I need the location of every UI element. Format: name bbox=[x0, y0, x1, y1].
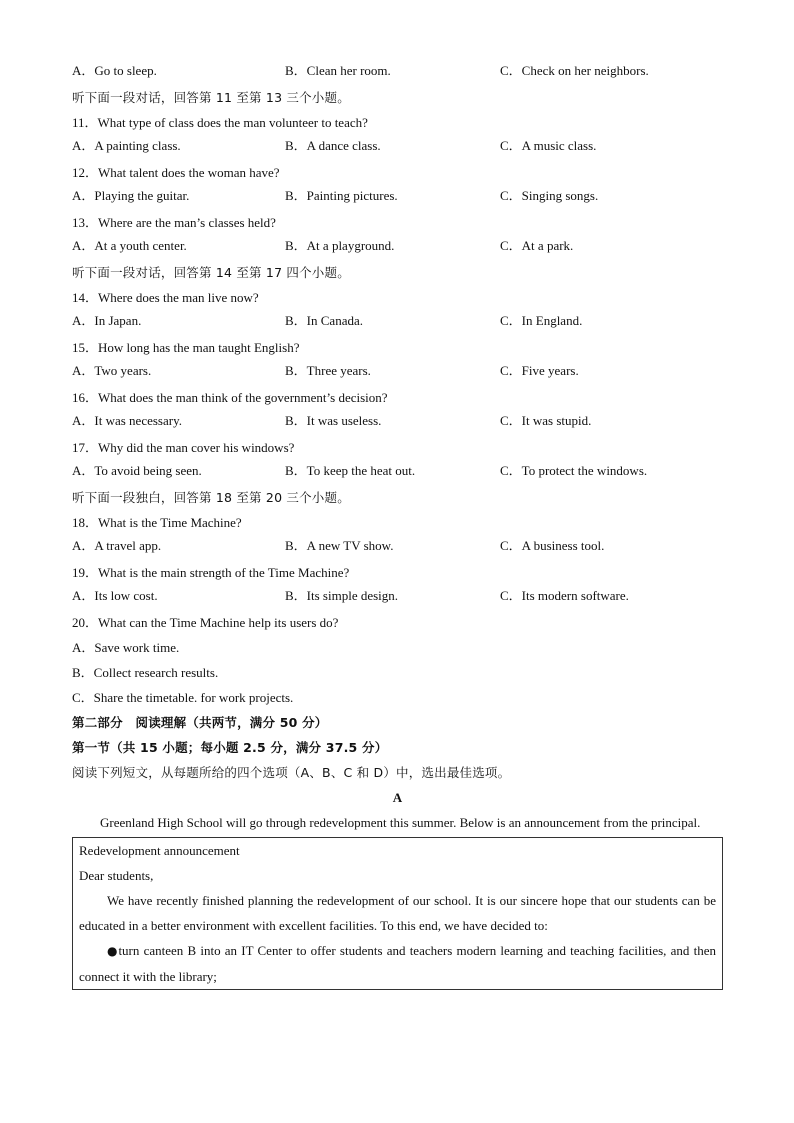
q11-option-c: C．A music class. bbox=[500, 138, 597, 153]
q20-option-c: C．Share the timetable. for work projects. bbox=[72, 690, 294, 705]
question-17: 17．Why did the man cover his windows? bbox=[72, 440, 295, 455]
q14-option-a: A．In Japan. bbox=[72, 313, 142, 328]
q14-option-b: B．In Canada. bbox=[285, 313, 363, 328]
q18-option-c: C．A business tool. bbox=[500, 538, 605, 553]
question-19: 19．What is the main strength of the Time Machine? bbox=[72, 565, 350, 580]
question-18: 18．What is the Time Machine? bbox=[72, 515, 242, 530]
announcement-bullet-text: turn canteen B into an IT Center to offer students and teachers modern learning and teaching facilities, and then connect it with the library; bbox=[79, 943, 716, 984]
q17-options bbox=[72, 460, 723, 485]
q12-option-b: B．Painting pictures. bbox=[285, 188, 398, 203]
q12-option-a: A．Playing the guitar. bbox=[72, 188, 190, 203]
announcement-body: We have recently finished planning the redevelopment of our school. It is our sincere hope that our students can be educated in a better environment with excellent facilities. To this end, we have decided to: bbox=[79, 893, 716, 933]
q13-option-b: B．At a playground. bbox=[285, 238, 395, 253]
q11-option-a: A．A painting class. bbox=[72, 138, 181, 153]
q15-option-b: B．Three years. bbox=[285, 363, 371, 378]
question-11: 11．What type of class does the man volunteer to teach? bbox=[72, 115, 368, 130]
q17-option-a: A．To avoid being seen. bbox=[72, 463, 202, 478]
question-16: 16．What does the man think of the government’s decision? bbox=[72, 390, 388, 405]
q13-options bbox=[72, 235, 723, 260]
passage-intro: Greenland High School will go through redevelopment this summer. Below is an announcement from the principal. bbox=[100, 815, 701, 830]
q20-option-a: A．Save work time. bbox=[72, 640, 180, 655]
q18-option-a: A．A travel app. bbox=[72, 538, 162, 553]
q17-option-b: B．To keep the heat out. bbox=[285, 463, 416, 478]
announcement-box bbox=[72, 837, 723, 990]
q20-option-b: B．Collect research results. bbox=[72, 665, 219, 680]
q19-option-a: A．Its low cost. bbox=[72, 588, 158, 603]
q17-option-c: C．To protect the windows. bbox=[500, 463, 648, 478]
q19-option-c: C．Its modern software. bbox=[500, 588, 629, 603]
part2-heading: 第二部分 阅读理解（共两节，满分 50 分） bbox=[72, 715, 328, 730]
q10-option-a: A．Go to sleep. bbox=[72, 63, 157, 78]
q12-option-c: C．Singing songs. bbox=[500, 188, 599, 203]
q15-option-a: A．Two years. bbox=[72, 363, 152, 378]
q15-option-c: C．Five years. bbox=[500, 363, 579, 378]
announcement-title: Redevelopment announcement bbox=[79, 843, 240, 858]
q10-option-c: C．Check on her neighbors. bbox=[500, 63, 649, 78]
question-13: 13．Where are the man’s classes held? bbox=[72, 215, 276, 230]
q10-options bbox=[72, 60, 723, 85]
instruction-14-17: 听下面一段对话，回答第 14 至第 17 四个小题。 bbox=[72, 265, 350, 280]
q18-option-b: B．A new TV show. bbox=[285, 538, 394, 553]
q19-option-b: B．Its simple design. bbox=[285, 588, 399, 603]
announcement-bullet-item bbox=[79, 938, 716, 989]
q11-option-b: B．A dance class. bbox=[285, 138, 381, 153]
q14-options bbox=[72, 310, 723, 335]
question-15: 15．How long has the man taught English? bbox=[72, 340, 300, 355]
instruction-18-20: 听下面一段独白，回答第 18 至第 20 三个小题。 bbox=[72, 490, 350, 505]
passage-label: A bbox=[392, 790, 403, 805]
q16-option-a: A．It was necessary. bbox=[72, 413, 182, 428]
announcement-greeting: Dear students, bbox=[79, 868, 154, 883]
q18-options bbox=[72, 535, 723, 560]
q16-option-c: C．It was stupid. bbox=[500, 413, 592, 428]
question-12: 12．What talent does the woman have? bbox=[72, 165, 280, 180]
exam-page bbox=[72, 60, 723, 990]
q14-option-c: C．In England. bbox=[500, 313, 583, 328]
q13-option-c: C．At a park. bbox=[500, 238, 574, 253]
q12-options bbox=[72, 185, 723, 210]
q16-options bbox=[72, 410, 723, 435]
instruction-11-13: 听下面一段对话，回答第 11 至第 13 三个小题。 bbox=[72, 90, 350, 105]
q13-option-a: A．At a youth center. bbox=[72, 238, 187, 253]
q10-option-b: B．Clean her room. bbox=[285, 63, 391, 78]
bullet-icon: ● bbox=[107, 944, 119, 958]
question-14: 14．Where does the man live now? bbox=[72, 290, 259, 305]
q19-options bbox=[72, 585, 723, 610]
q15-options bbox=[72, 360, 723, 385]
section1-heading: 第一节（共 15 小题；每小题 2.5 分，满分 37.5 分） bbox=[72, 740, 388, 755]
q11-options bbox=[72, 135, 723, 160]
question-20: 20．What can the Time Machine help its users do? bbox=[72, 615, 339, 630]
reading-instruction: 阅读下列短文，从每题所给的四个选项（A、B、C 和 D）中，选出最佳选项。 bbox=[72, 765, 511, 780]
q16-option-b: B．It was useless. bbox=[285, 413, 382, 428]
